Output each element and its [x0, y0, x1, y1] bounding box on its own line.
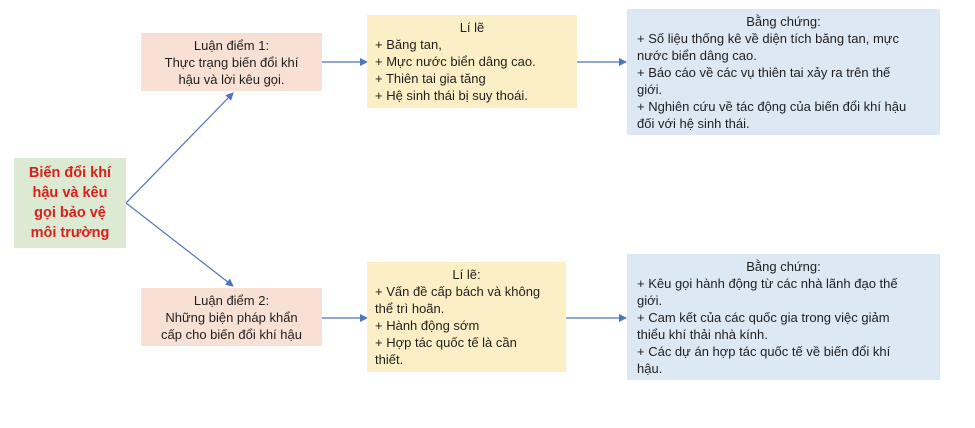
evidence-1-item: + Báo cáo về các vụ thiên tai xảy ra trên thế: [637, 65, 891, 80]
reason-2-title: Lí lẽ:: [452, 267, 481, 282]
root-topic-text: [29, 163, 111, 243]
root-line: Biến đổi khí: [28, 165, 112, 181]
evidence-2-item: hậu.: [637, 361, 663, 376]
reason-1-item: + Băng tan,: [375, 37, 442, 52]
point-1-title: Luận điểm 1:: [193, 37, 270, 53]
root-line: hậu và kêu: [32, 185, 108, 201]
reason-2-item: + Vấn đề cấp bách và không: [375, 284, 541, 299]
point-2-line: cấp cho biến đổi khí hậu: [161, 326, 302, 342]
evidence-2-title: Bằng chứng:: [746, 259, 821, 274]
evidence-2-item: + Kêu gọi hành động từ các nhà lãnh đạo thế: [637, 276, 898, 291]
reason-2-item: thể trì hoãn.: [375, 301, 445, 316]
point-2-line: Những biện pháp khẩn: [165, 309, 298, 325]
evidence-2-item: + Cam kết của các quốc gia trong việc giảm: [637, 310, 890, 325]
root-topic-box: [14, 158, 126, 248]
reason-2-item: + Hành động sớm: [375, 318, 480, 333]
evidence-1-item: + Số liệu thống kê về diện tích băng tan, mực: [637, 31, 900, 46]
reason-2-item: thiết.: [375, 352, 404, 367]
root-line: môi trường: [30, 225, 110, 241]
point-1-box: [141, 33, 322, 91]
reason-2-item: + Hợp tác quốc tế là cần: [375, 335, 517, 350]
reason-1-item: + Mực nước biển dâng cao.: [375, 54, 536, 69]
evidence-2-item: thiểu khí thải nhà kính.: [637, 327, 768, 342]
point-1-line: Thực trạng biến đổi khí: [164, 54, 299, 70]
evidence-1-box: [627, 9, 940, 135]
evidence-2-item: + Các dự án hợp tác quốc tế về biến đổi khí: [637, 344, 891, 359]
reason-1-item: + Hệ sinh thái bị suy thoái.: [375, 88, 528, 103]
reason-2-box: [367, 262, 566, 372]
evidence-1-item: + Nghiên cứu về tác động của biến đổi khí hậu: [637, 99, 907, 114]
arrow-root-to-point-1: [126, 93, 233, 203]
evidence-2-box: [627, 254, 940, 380]
point-2-box: [141, 288, 322, 346]
evidence-1-title: Bằng chứng:: [746, 14, 821, 29]
reason-1-item: + Thiên tai gia tăng: [375, 71, 486, 86]
root-line: gọi bảo vệ: [34, 205, 106, 221]
evidence-1-item: nước biển dâng cao.: [637, 48, 757, 63]
evidence-2-item: giới.: [637, 293, 663, 308]
arrow-root-to-point-2: [126, 203, 233, 286]
reason-1-title: Lí lẽ: [459, 20, 485, 35]
point-2-title: Luận điểm 2:: [193, 292, 270, 308]
evidence-1-item: giới.: [637, 82, 663, 97]
point-1-line: hậu và lời kêu gọi.: [178, 71, 285, 87]
reason-1-box: [367, 15, 577, 108]
evidence-1-item: đối với hệ sinh thái.: [637, 116, 750, 131]
